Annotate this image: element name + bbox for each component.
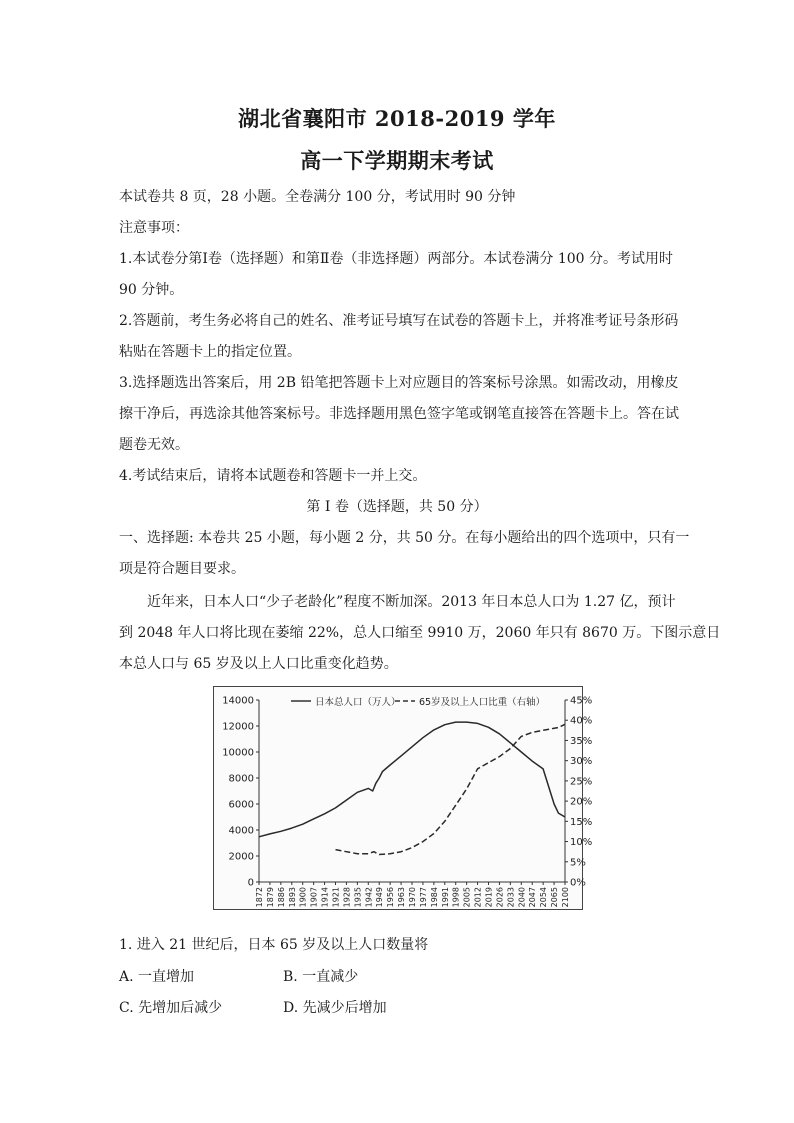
passage-line2: 到 2048 年人口将比现在萎缩 22%，总人口缩至 9910 万，2060 年只有 8670 万。下图示意日 <box>119 625 721 641</box>
y-right-tick-label: 20% <box>570 796 593 808</box>
x-tick-label: 1949 <box>375 887 385 908</box>
x-tick-label: 1998 <box>451 887 461 908</box>
x-tick-label: 1907 <box>309 887 319 908</box>
notice-3-line3: 题卷无效。 <box>119 437 189 453</box>
option-a[interactable]: A. 一直增加 <box>119 969 195 985</box>
x-tick-label: 2005 <box>462 887 472 908</box>
y-right-tick-label: 10% <box>570 837 593 849</box>
notice-4: 4.考试结束后，请将本试题卷和答题卡一并上交。 <box>119 468 427 484</box>
notice-heading: 注意事项： <box>119 220 189 236</box>
x-tick-label: 2065 <box>550 887 560 908</box>
x-tick-label: 2033 <box>506 887 516 908</box>
y-left-tick-label: 10000 <box>222 747 254 759</box>
x-tick-label: 2012 <box>473 887 483 908</box>
x-tick-label: 1963 <box>397 887 407 908</box>
y-right-tick-label: 30% <box>570 756 593 768</box>
notice-1-line1: 1.本试卷分第Ⅰ卷（选择题）和第Ⅱ卷（非选择题）两部分。本试卷满分 100 分。考试用时 <box>119 251 674 267</box>
y-right-tick-label: 0% <box>570 877 586 889</box>
x-tick-label: 1886 <box>276 887 286 908</box>
y-left-tick-label: 4000 <box>228 825 254 837</box>
y-left-tick-label: 14000 <box>222 695 254 707</box>
x-tick-label: 1970 <box>408 887 417 908</box>
legend-total-population: 日本总人口（万人） <box>315 697 401 708</box>
x-tick-label: 1991 <box>440 887 450 908</box>
option-d[interactable]: D. 先减少后增加 <box>283 1000 387 1016</box>
y-left-tick-label: 0 <box>247 877 254 889</box>
option-c[interactable]: C. 先增加后减少 <box>119 1000 223 1016</box>
y-right-tick-label: 40% <box>570 715 593 727</box>
y-right-tick-label: 25% <box>570 776 593 788</box>
part1-line1: 一、选择题: 本卷共 25 小题，每小题 2 分，共 50 分。在每小题给出的四个选项中，只有一 <box>119 530 690 546</box>
option-b[interactable]: B. 一直减少 <box>283 969 359 985</box>
y-right-tick-label: 35% <box>570 735 593 747</box>
intro-text: 本试卷共 8 页，28 小题。全卷满分 100 分，考试用时 90 分钟 <box>119 189 516 205</box>
passage-line1: 近年来，日本人口“少子老龄化”程度不断加深。2013 年日本总人口为 1.27 亿，预计 <box>147 594 676 610</box>
population-chart-svg <box>213 686 593 910</box>
notice-1-line2: 90 分钟。 <box>119 282 184 298</box>
x-tick-label: 2054 <box>539 887 549 908</box>
x-tick-label: 2040 <box>517 887 527 908</box>
x-tick-label: 2047 <box>528 887 538 908</box>
notice-3-line1: 3.选择题选出答案后，用 2B 铅笔把答题卡上对应题目的答案标号涂黑。如需改动，用橡皮 <box>119 375 679 391</box>
x-tick-label: 1942 <box>364 887 374 908</box>
exam-title-line1: 湖北省襄阳市 2018-2019 学年 <box>238 106 556 131</box>
x-tick-label: 1879 <box>265 887 275 908</box>
y-left-tick-label: 8000 <box>228 773 254 785</box>
x-tick-label: 1893 <box>287 887 297 908</box>
notice-3-line2: 擦干净后，再选涂其他答案标号。非选择题用黑色签字笔或钢笔直接答在答题卡上。答在试 <box>119 406 679 422</box>
x-tick-label: 1872 <box>255 887 264 908</box>
x-tick-label: 2100 <box>561 887 570 908</box>
y-right-tick-label: 15% <box>570 816 593 828</box>
population-chart <box>213 686 593 910</box>
x-tick-label: 1921 <box>331 887 341 908</box>
notice-2-line2: 粘贴在答题卡上的指定位置。 <box>119 344 301 360</box>
x-tick-label: 2026 <box>495 887 505 908</box>
x-tick-label: 1935 <box>353 887 363 908</box>
x-tick-label: 1928 <box>342 887 352 908</box>
passage-line3: 本总人口与 65 岁及以上人口比重变化趋势。 <box>119 656 398 672</box>
y-left-tick-label: 6000 <box>228 799 254 811</box>
exam-title-line2: 高一下学期期末考试 <box>300 148 494 173</box>
section-title: 第 I 卷（选择题，共 50 分） <box>306 499 488 515</box>
part1-line2: 项是符合题目要求。 <box>119 561 245 577</box>
y-right-tick-label: 5% <box>570 857 586 869</box>
x-tick-label: 2019 <box>484 887 494 908</box>
y-left-tick-label: 12000 <box>222 721 254 733</box>
x-tick-label: 1900 <box>298 887 308 908</box>
x-tick-label: 1984 <box>429 887 439 908</box>
legend-elderly-ratio: 65岁及以上人口比重（右轴） <box>419 697 546 708</box>
question-1: 1. 进入 21 世纪后，日本 65 岁及以上人口数量将 <box>119 937 429 953</box>
notice-2-line1: 2.答题前，考生务必将自己的姓名、准考证号填写在试卷的答题卡上，并将准考证号条形码 <box>119 313 679 329</box>
x-tick-label: 1956 <box>386 887 396 908</box>
x-tick-label: 1977 <box>418 887 428 908</box>
y-left-tick-label: 2000 <box>228 851 254 863</box>
x-tick-label: 1914 <box>320 887 330 908</box>
y-right-tick-label: 45% <box>570 695 593 707</box>
